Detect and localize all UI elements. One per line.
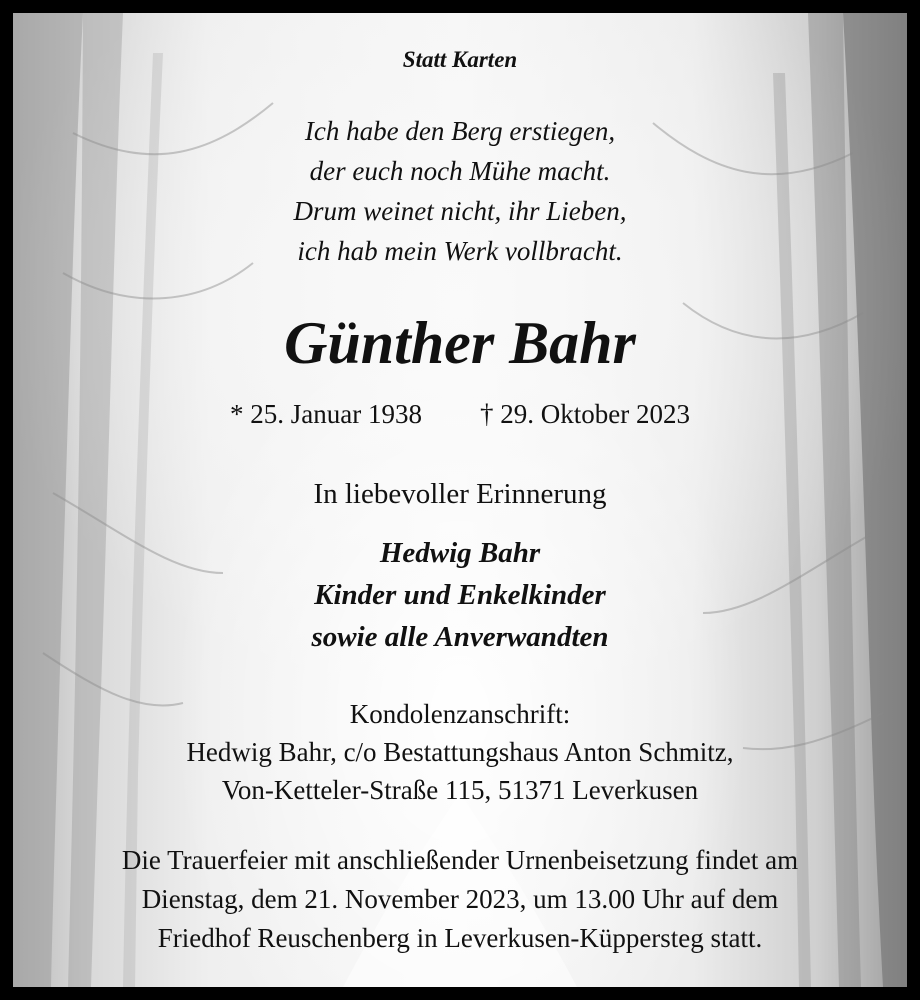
memory-line: In liebevoller Erinnerung [313,478,607,510]
life-dates [13,399,907,430]
condolence-address-1: Hedwig Bahr, c/o Bestattungshaus Anton Schmitz, [186,737,734,767]
poem-line-4: ich hab mein Werk vollbracht. [297,236,623,266]
poem-line-3: Drum weinet nicht, ihr Lieben, [293,196,627,226]
mourner-3: sowie alle Anverwandten [311,621,609,653]
mourner-1: Hedwig Bahr [379,537,541,569]
statt-karten-heading: Statt Karten [402,47,518,72]
deceased-name: Günther Bahr [284,310,636,376]
obituary-notice [13,13,907,987]
poem-line-1: Ich habe den Berg erstiegen, [304,116,616,146]
death-date: † 29. Oktober 2023 [479,399,690,429]
ceremony-line-1: Die Trauerfeier mit anschließender Urnenbeisetzung findet am [121,845,799,875]
condolence-heading: Kondolenzanschrift: [349,699,571,729]
condolence-address-2: Von-Ketteler-Straße 115, 51371 Leverkusen [221,775,699,805]
poem-line-2: der euch noch Mühe macht. [309,156,611,186]
ceremony-line-2: Dienstag, dem 21. November 2023, um 13.00 Uhr auf dem [141,884,779,914]
ceremony-line-3: Friedhof Reuschenberg in Leverkusen-Küppersteg statt. [157,923,763,953]
birth-date: * 25. Januar 1938 [230,399,422,429]
mourner-2: Kinder und Enkelkinder [314,579,606,611]
